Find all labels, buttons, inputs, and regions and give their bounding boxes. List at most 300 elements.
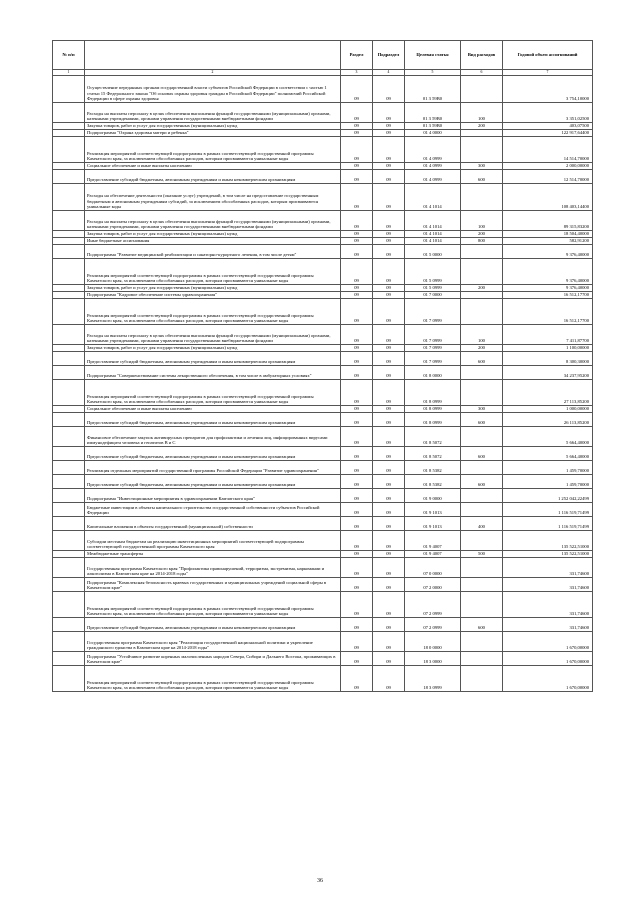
row-name: Подпрограмма "Кадровое обеспечение системы здравоохранения" (85, 292, 341, 299)
row-podrazdel: 09 (373, 238, 405, 245)
row-sum: 12 514,70000 (503, 170, 593, 184)
row-cs: 18 0 0000 (405, 632, 461, 652)
row-podrazdel: 09 (373, 666, 405, 692)
row-razdel: 09 (341, 137, 373, 163)
row-cs: 01 5 0999 (405, 259, 461, 285)
row-num (53, 558, 85, 578)
row-sum: 1 670,00000 (503, 652, 593, 666)
row-name: Подпрограмма "Устойчивое развитие коренных малочисленных народов Севера, Сибири и Дальнего Востока, проживающих в Камчатском крае" (85, 652, 341, 666)
row-sum: 7 411,87700 (503, 325, 593, 345)
row-podrazdel: 09 (373, 366, 405, 380)
header-name (85, 41, 341, 70)
table-row (53, 489, 593, 503)
row-name: Государственная программа Камчатского края "Профилактика правонарушений, терроризма, экстремизма, наркомании и алкоголизма в Камчатском крае на 2014-2018 годы" (85, 558, 341, 578)
row-name: Подпрограмма "Развитие медицинской реабилитации и санаторно-курортного лечения, в том числе детям" (85, 245, 341, 259)
row-cs: 01 3 59В0 (405, 76, 461, 103)
row-num (53, 231, 85, 238)
row-num (53, 447, 85, 461)
row-cs: 01 7 0999 (405, 352, 461, 366)
row-num (53, 299, 85, 325)
table-row (53, 551, 593, 558)
row-vr (461, 503, 503, 517)
colnum-4: 4 (373, 70, 405, 76)
row-podrazdel: 09 (373, 475, 405, 489)
row-vr (461, 299, 503, 325)
row-num (53, 503, 85, 517)
row-podrazdel: 09 (373, 170, 405, 184)
row-sum: 1 670,00000 (503, 666, 593, 692)
row-num (53, 76, 85, 103)
row-cs: 01 9 4007 (405, 551, 461, 558)
row-sum: 331,74600 (503, 618, 593, 632)
row-num (53, 170, 85, 184)
row-razdel: 09 (341, 245, 373, 259)
row-name: Подпрограмма "Охрана здоровья матери и ребенка" (85, 130, 341, 137)
table-row (53, 245, 593, 259)
row-podrazdel: 09 (373, 503, 405, 517)
row-vr: 200 (461, 285, 503, 292)
row-razdel: 09 (341, 531, 373, 551)
row-razdel: 09 (341, 325, 373, 345)
row-podrazdel: 09 (373, 245, 405, 259)
row-vr: 600 (461, 170, 503, 184)
row-name: Реализация мероприятий соответствующей подпрограммы в рамках соответствующей государственной программы Камчатского края, за исключением обособленных расходов, которым присваиваются уникальные коды (85, 137, 341, 163)
row-sum: 26 113,85200 (503, 413, 593, 427)
row-vr: 800 (461, 238, 503, 245)
row-razdel: 09 (341, 489, 373, 503)
table-row (53, 130, 593, 137)
row-name: Закупка товаров, работ и услуг для государственных (муниципальных) нужд (85, 231, 341, 238)
row-sum: 135 522,51000 (503, 531, 593, 551)
row-num (53, 130, 85, 137)
colnum-7: 7 (503, 70, 593, 76)
page-number: 36 (317, 878, 323, 884)
row-name: Закупка товаров, работ и услуг для государственных (муниципальных) нужд (85, 123, 341, 130)
header-cs: Целевая статья (405, 41, 461, 70)
row-podrazdel: 09 (373, 103, 405, 123)
row-name: Реализация мероприятий соответствующей подпрограммы в рамках соответствующей государственной программы Камчатского края, за исключением обособленных расходов, которым присваиваются уникальные коды (85, 380, 341, 406)
row-podrazdel: 09 (373, 299, 405, 325)
row-name: Предоставление субсидий бюджетным, автономным учреждениям и иным некоммерческим организациям (85, 618, 341, 632)
row-vr (461, 461, 503, 475)
row-sum: 89 315,83200 (503, 211, 593, 231)
row-cs: 07 2 0000 (405, 578, 461, 592)
row-sum: 108 403,14400 (503, 184, 593, 211)
row-vr: 100 (461, 211, 503, 231)
row-cs: 01 8 0999 (405, 406, 461, 413)
table-row (53, 137, 593, 163)
row-num (53, 325, 85, 345)
row-sum: 2 000,00000 (503, 163, 593, 170)
row-cs: 01 9 4007 (405, 531, 461, 551)
colnum-2: 2 (85, 70, 341, 76)
row-razdel: 09 (341, 76, 373, 103)
row-razdel: 09 (341, 427, 373, 447)
row-vr: 600 (461, 413, 503, 427)
row-cs: 18 3 0999 (405, 666, 461, 692)
table-row (53, 618, 593, 632)
row-name: Государственная программа Камчатского края "Реализация государственной национальной политики и укрепление гражданского единства в Камчатском крае на 2014-2018 годы" (85, 632, 341, 652)
row-num (53, 666, 85, 692)
row-cs: 01 3 59В0 (405, 123, 461, 130)
row-num (53, 123, 85, 130)
colnum-5: 5 (405, 70, 461, 76)
row-podrazdel: 09 (373, 406, 405, 413)
table-row (53, 259, 593, 285)
row-razdel: 09 (341, 123, 373, 130)
header-vr: Вид расходов (461, 41, 503, 70)
row-num (53, 345, 85, 352)
table-row (53, 170, 593, 184)
row-vr (461, 76, 503, 103)
row-razdel: 09 (341, 299, 373, 325)
table-row (53, 292, 593, 299)
row-vr (461, 380, 503, 406)
row-vr (461, 427, 503, 447)
row-sum: 5 664,40000 (503, 447, 593, 461)
row-razdel: 09 (341, 475, 373, 489)
row-vr (461, 292, 503, 299)
row-sum: 8 300,30000 (503, 352, 593, 366)
row-num (53, 531, 85, 551)
row-cs: 01 4 0999 (405, 170, 461, 184)
row-podrazdel: 09 (373, 461, 405, 475)
row-sum: 331,74600 (503, 558, 593, 578)
table-row (53, 461, 593, 475)
row-vr: 600 (461, 475, 503, 489)
row-razdel: 09 (341, 103, 373, 123)
row-sum: 5 664,40000 (503, 427, 593, 447)
row-cs: 01 4 1014 (405, 238, 461, 245)
row-name: Расходы на выплаты персоналу в целях обеспечения выполнения функций государственными (муниципальными) органами, казенными учреждениями, органами управления государственными внебюджетными фондами (85, 103, 341, 123)
row-vr (461, 531, 503, 551)
row-num (53, 427, 85, 447)
row-name: Реализация отдельных мероприятий государственной программы Российской Федерации "Развитие здравоохранения" (85, 461, 341, 475)
table-row (53, 299, 593, 325)
row-vr (461, 592, 503, 618)
table-row (53, 447, 593, 461)
row-cs: 01 8 0999 (405, 413, 461, 427)
row-name: Предоставление субсидий бюджетным, автономным учреждениям и иным некоммерческим организациям (85, 475, 341, 489)
row-podrazdel: 09 (373, 211, 405, 231)
row-sum: 1 459,70000 (503, 475, 593, 489)
row-cs: 01 9 0000 (405, 489, 461, 503)
row-podrazdel: 09 (373, 618, 405, 632)
row-cs: 01 7 0999 (405, 299, 461, 325)
row-podrazdel: 09 (373, 130, 405, 137)
row-podrazdel: 09 (373, 489, 405, 503)
row-razdel: 09 (341, 380, 373, 406)
row-sum: 3 754,10000 (503, 76, 593, 103)
row-sum: 9 376,40000 (503, 259, 593, 285)
row-sum: 9 376,40000 (503, 285, 593, 292)
row-cs: 01 8 5382 (405, 475, 461, 489)
table-row (53, 123, 593, 130)
row-name: Реализация мероприятий соответствующей подпрограммы в рамках соответствующей государственной программы Камчатского края, за исключением обособленных расходов, которым присваиваются уникальные коды (85, 666, 341, 692)
row-cs: 01 4 0000 (405, 130, 461, 137)
row-podrazdel: 09 (373, 632, 405, 652)
row-num (53, 632, 85, 652)
row-num (53, 413, 85, 427)
row-razdel: 09 (341, 551, 373, 558)
table-row (53, 231, 593, 238)
budget-table (52, 40, 593, 692)
row-podrazdel: 09 (373, 652, 405, 666)
table-row (53, 592, 593, 618)
table-row (53, 531, 593, 551)
row-cs: 01 4 1014 (405, 211, 461, 231)
row-razdel: 09 (341, 503, 373, 517)
row-cs: 01 8 5072 (405, 427, 461, 447)
row-vr (461, 652, 503, 666)
row-sum: 3 351,02500 (503, 103, 593, 123)
row-podrazdel: 09 (373, 592, 405, 618)
row-cs: 01 4 1014 (405, 184, 461, 211)
row-podrazdel: 09 (373, 137, 405, 163)
table-row (53, 366, 593, 380)
row-cs: 01 9 1013 (405, 503, 461, 517)
row-num (53, 211, 85, 231)
row-cs: 01 3 59В0 (405, 103, 461, 123)
table-row (53, 380, 593, 406)
row-podrazdel: 09 (373, 345, 405, 352)
row-razdel: 09 (341, 231, 373, 238)
row-sum: 34 237,95200 (503, 366, 593, 380)
row-num (53, 352, 85, 366)
row-sum: 9 376,40000 (503, 245, 593, 259)
row-razdel: 09 (341, 406, 373, 413)
row-name: Предоставление субсидий бюджетным, автономным учреждениям и иным некоммерческим организациям (85, 170, 341, 184)
row-razdel: 09 (341, 211, 373, 231)
row-name: Предоставление субсидий бюджетным, автономным учреждениям и иным некоммерческим организациям (85, 352, 341, 366)
row-name: Социальное обеспечение и иные выплаты населению (85, 406, 341, 413)
row-vr (461, 130, 503, 137)
row-razdel: 09 (341, 292, 373, 299)
row-razdel: 09 (341, 447, 373, 461)
row-razdel: 09 (341, 652, 373, 666)
row-name: Реализация мероприятий соответствующей подпрограммы в рамках соответствующей государственной программы Камчатского края, за исключением обособленных расходов, которым присваиваются уникальные коды (85, 299, 341, 325)
table-row (53, 666, 593, 692)
table-row (53, 285, 593, 292)
row-name: Подпрограмма "Инвестиционные мероприятия в здравоохранении Камчатского края" (85, 489, 341, 503)
row-podrazdel: 09 (373, 285, 405, 292)
row-cs: 01 8 0999 (405, 380, 461, 406)
row-name: Субсидии местным бюджетам на реализацию инвестиционных мероприятий соответствующей подпрограммы соответствующей государственной программы Камчатского края (85, 531, 341, 551)
row-name: Закупка товаров, работ и услуг для государственных (муниципальных) нужд (85, 285, 341, 292)
row-vr: 100 (461, 103, 503, 123)
table-row (53, 517, 593, 531)
row-num (53, 592, 85, 618)
row-podrazdel: 09 (373, 231, 405, 238)
row-sum: 1 459,70000 (503, 461, 593, 475)
header-razdel: Раздел (341, 41, 373, 70)
colnum-6: 6 (461, 70, 503, 76)
row-cs: 01 7 0000 (405, 292, 461, 299)
row-podrazdel: 09 (373, 558, 405, 578)
row-sum: 1 252 042,22499 (503, 489, 593, 503)
row-podrazdel: 09 (373, 578, 405, 592)
row-name: Межбюджетные трансферты (85, 551, 341, 558)
row-vr: 500 (461, 551, 503, 558)
row-name: Финансовое обеспечение закупок антивирусных препаратов для профилактики и лечения лиц, инфицированных вирусами иммунодефицита человека и гепатитов В и С (85, 427, 341, 447)
row-name: Расходы на обеспечение деятельности (оказание услуг) учреждений, в том числе на предоставление государственным бюджетным и автономным учреждениям субсидий, за исключением обособленных расходов, которым присваиваются уникальные коды (85, 184, 341, 211)
row-vr: 200 (461, 231, 503, 238)
row-cs: 01 8 0000 (405, 366, 461, 380)
table-row (53, 427, 593, 447)
table-row (53, 325, 593, 345)
row-name: Осуществление переданных органам государственной власти субъектов Российской Федерации в соответствии с частью 1 статьи 15 Федерального закона "Об основах охраны здоровья граждан в Российской Федерации" полномочий Российской Федерации в сфере охраны здоровья (85, 76, 341, 103)
row-razdel: 09 (341, 578, 373, 592)
row-sum: 16 512,17700 (503, 299, 593, 325)
row-podrazdel: 09 (373, 325, 405, 345)
row-cs: 01 9 1013 (405, 517, 461, 531)
row-sum: 331,74600 (503, 578, 593, 592)
row-razdel: 09 (341, 130, 373, 137)
row-num (53, 380, 85, 406)
header-num: № п/п (53, 41, 85, 70)
row-vr (461, 366, 503, 380)
row-sum: 16 512,17700 (503, 292, 593, 299)
row-podrazdel: 09 (373, 123, 405, 130)
row-razdel: 09 (341, 413, 373, 427)
row-podrazdel: 09 (373, 76, 405, 103)
table-row (53, 413, 593, 427)
row-vr: 300 (461, 163, 503, 170)
row-name: Подпрограмма "Совершенствование системы лекарственного обеспечения, в том числе в амбулаторных условиях" (85, 366, 341, 380)
row-num (53, 618, 85, 632)
row-name: Предоставление субсидий бюджетным, автономным учреждениям и иным некоммерческим организациям (85, 413, 341, 427)
row-cs: 01 4 0999 (405, 137, 461, 163)
row-name: Закупка товаров, работ и услуг для государственных (муниципальных) нужд (85, 345, 341, 352)
row-sum: 1 000,00000 (503, 406, 593, 413)
header-row (53, 41, 593, 70)
table-row (53, 238, 593, 245)
table-row (53, 406, 593, 413)
table-row (53, 163, 593, 170)
row-vr (461, 666, 503, 692)
row-vr (461, 489, 503, 503)
row-vr (461, 245, 503, 259)
row-name: Капитальные вложения в объекты государственной (муниципальной) собственности (85, 517, 341, 531)
row-sum: 582,91200 (503, 238, 593, 245)
row-name: Расходы на выплаты персоналу в целях обеспечения выполнения функций государственными (муниципальными) органами, казенными учреждениями, органами управления государственными внебюджетными фондами (85, 325, 341, 345)
row-num (53, 285, 85, 292)
row-num (53, 259, 85, 285)
row-name: Реализация мероприятий соответствующей подпрограммы в рамках соответствующей государственной программы Камчатского края, за исключением обособленных расходов, которым присваиваются уникальные коды (85, 259, 341, 285)
row-num (53, 461, 85, 475)
table-row (53, 503, 593, 517)
row-podrazdel: 09 (373, 517, 405, 531)
row-name: Социальное обеспечение и иные выплаты населению (85, 163, 341, 170)
table-row (53, 184, 593, 211)
row-vr: 200 (461, 123, 503, 130)
row-name: Иные бюджетные ассигнования (85, 238, 341, 245)
row-name: Подпрограмма "Комплексная безопасность краевых государственных и муниципальных учреждений социальной сферы в Камчатском крае" (85, 578, 341, 592)
row-podrazdel: 09 (373, 380, 405, 406)
table-row (53, 558, 593, 578)
row-num (53, 517, 85, 531)
row-num (53, 489, 85, 503)
row-cs: 01 4 0999 (405, 163, 461, 170)
row-podrazdel: 09 (373, 551, 405, 558)
row-sum: 1 116 519,71499 (503, 517, 593, 531)
row-razdel: 09 (341, 592, 373, 618)
row-podrazdel: 09 (373, 163, 405, 170)
row-razdel: 09 (341, 184, 373, 211)
row-podrazdel: 09 (373, 352, 405, 366)
row-num (53, 366, 85, 380)
row-num (53, 245, 85, 259)
row-cs: 01 4 1014 (405, 231, 461, 238)
row-podrazdel: 09 (373, 184, 405, 211)
row-sum: 331,74600 (503, 592, 593, 618)
row-sum: 135 522,51000 (503, 551, 593, 558)
table-row (53, 352, 593, 366)
table-row (53, 76, 593, 103)
row-num (53, 103, 85, 123)
row-cs: 07 0 0000 (405, 558, 461, 578)
row-razdel: 09 (341, 632, 373, 652)
row-name: Предоставление субсидий бюджетным, автономным учреждениям и иным некоммерческим организациям (85, 447, 341, 461)
colnum-3: 3 (341, 70, 373, 76)
row-razdel: 09 (341, 285, 373, 292)
row-cs: 01 5 0999 (405, 285, 461, 292)
row-razdel: 09 (341, 517, 373, 531)
table-row (53, 345, 593, 352)
row-vr: 400 (461, 517, 503, 531)
row-num (53, 163, 85, 170)
row-sum: 122 917,64400 (503, 130, 593, 137)
row-sum: 14 514,70000 (503, 137, 593, 163)
table-row (53, 652, 593, 666)
row-cs: 01 8 5072 (405, 447, 461, 461)
table-row (53, 103, 593, 123)
row-num (53, 578, 85, 592)
row-cs: 01 8 5382 (405, 461, 461, 475)
row-razdel: 09 (341, 345, 373, 352)
row-vr (461, 578, 503, 592)
row-cs: 01 7 0999 (405, 345, 461, 352)
row-razdel: 09 (341, 259, 373, 285)
table-row (53, 475, 593, 489)
row-razdel: 09 (341, 618, 373, 632)
row-vr: 600 (461, 352, 503, 366)
row-podrazdel: 09 (373, 292, 405, 299)
row-cs: 01 5 0000 (405, 245, 461, 259)
row-num (53, 551, 85, 558)
row-podrazdel: 09 (373, 259, 405, 285)
row-num (53, 652, 85, 666)
row-vr: 600 (461, 447, 503, 461)
row-sum: 1 100,00000 (503, 345, 593, 352)
row-podrazdel: 09 (373, 531, 405, 551)
row-cs: 01 7 0999 (405, 325, 461, 345)
table-body (53, 76, 593, 692)
row-sum: 403,07500 (503, 123, 593, 130)
row-vr (461, 259, 503, 285)
row-razdel: 09 (341, 238, 373, 245)
row-name: Реализация мероприятий соответствующей подпрограммы в рамках соответствующей государственной программы Камчатского края, за исключением обособленных расходов, которым присваиваются уникальные коды (85, 592, 341, 618)
row-vr (461, 558, 503, 578)
row-vr (461, 632, 503, 652)
table-row (53, 578, 593, 592)
row-cs: 07 2 0999 (405, 592, 461, 618)
row-sum: 18 504,40000 (503, 231, 593, 238)
row-num (53, 406, 85, 413)
table-row (53, 211, 593, 231)
colnum-1: 1 (53, 70, 85, 76)
row-razdel: 09 (341, 666, 373, 692)
